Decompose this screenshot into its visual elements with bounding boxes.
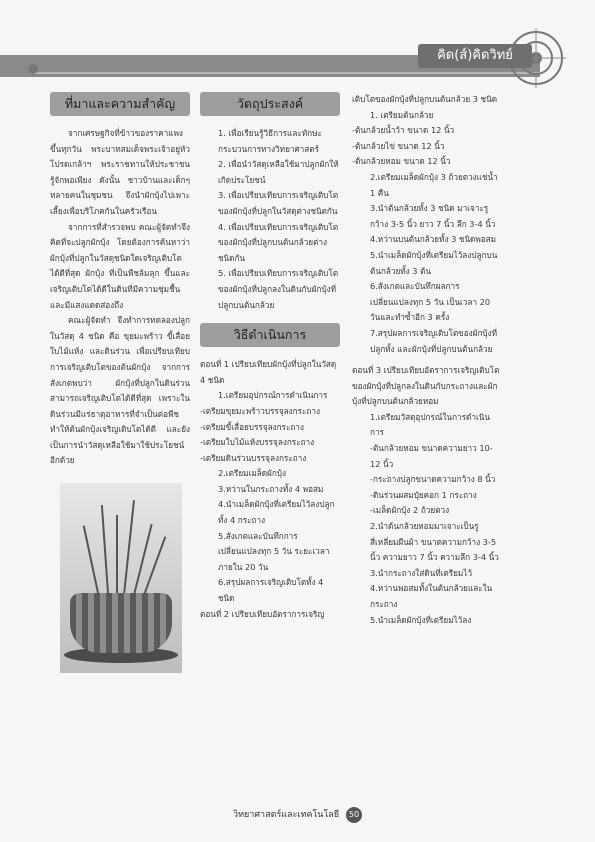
column-1 xyxy=(50,92,190,673)
column-2 xyxy=(200,92,340,622)
method-step: -เตรียมขุยมะพร้าวบรรจุลงกระถาง xyxy=(200,405,320,416)
text-line: 6.สังเกตและบันทึกผลการเปลี่ยนแปลงทุก 5 วัน เป็นเวลา 20 วันและทำซ้ำอีก 3 ครั้ง xyxy=(370,281,491,323)
text-line: 7.สรุปผลการเจริญเติบโตของผักบุ้งที่ปลูกทั้ง และผักบุ้งที่ปลูกบนต้นกล้วย xyxy=(370,327,498,354)
method-step: 5.สังเกตและบันทึกการเปลี่ยนแปลงทุก 5 วัน ระยะเวลาภายใน 20 วัน xyxy=(218,530,330,572)
text-line: -ต้นกล้วยน้ำว้า ขนาด 12 นิ้ว xyxy=(352,125,455,136)
text-line: -ต้นกล้วยหอม ขนาด 12 นิ้ว xyxy=(352,156,451,167)
text-line: 5.นำเมล็ดผักบุ้งที่เตรียมไว้ลงปลูกบนต้นกล้วยทั้ง 3 ต้น xyxy=(370,249,498,276)
method-step: 4.นำเมล็ดผักบุ้งที่เตรียมไว้ลงปลูกทั้ง 4 กระถาง xyxy=(218,499,335,526)
text-line: -เมล็ดผักบุ้ง 2 ถ้วยตวง xyxy=(370,505,450,516)
text-line: -กระถางปลูกขนาดความกว้าง 8 นิ้ว xyxy=(370,474,496,485)
paragraph: จากเศรษฐกิจที่ข้าวของราคาแพงขึ้นทุกวัน พระบาทสมเด็จพระเจ้าอยู่หัว โปรดเกล้าฯ พระราชทานให้ประชาชนรู้จักพอเพียง ดังนั้น ชาวบ้านและเด็กๆ หลายคนในชุมชน จึงนำผักบุ้งไปเพาะเลี้ยงเพื่อบริโภคกันในครัวเรือน xyxy=(50,128,190,216)
page-number: 50 xyxy=(346,807,362,823)
text-line: 5.นำเมล็ดผักบุ้งที่เตรียมไว้ลง xyxy=(370,614,472,625)
heading-objectives: วัตถุประสงค์ xyxy=(200,92,340,116)
objective-item: 3. เพื่อเปรียบเทียบการเจริญเติบโตของผักบุ้งที่ปลูกในวัสดุต่างชนิดกัน xyxy=(218,190,339,216)
text-line: ตอนที่ 3 เปรียบเทียบอัตราการเจริญเติบโตของผักบุ้งที่ปลูกลงในดินกับกระถางและผักบุ้งที่ปลูกบนต้นกล้วยหอม xyxy=(352,365,500,407)
method-step: 1.เตรียมอุปกรณ์การดำเนินการ xyxy=(218,390,328,401)
text-line: -ต้นกล้วยหอม ขนาดความยาว 10-12 นิ้ว xyxy=(370,443,493,469)
text-line: 1. เตรียมต้นกล้วย xyxy=(370,109,434,120)
method-step: ตอนที่ 1 เปรียบเทียบผักบุ้งที่ปลูกในวัสดุ 4 ชนิด xyxy=(200,359,337,385)
method-step: ตอนที่ 2 เปรียบเทียบอัตราการเจริญ xyxy=(200,608,325,619)
paragraph: จากการที่สำรวจพบ คณะผู้จัดทำจึงคิดที่จะปลูกผักบุ้ง โดยต้องการค้นหาว่าผักบุ้งที่ปลูกในวัสดุชนิดใดเจริญเติบโตได้ดีที่สุด ผักบุ้ง ที่เป็นพืชล้มลุก ขึ้นและเจริญเติบโตได้ดีในดินที่มีความชุ่มชื้นและมีแสงแดดส่องถึง xyxy=(50,221,190,310)
method-step: -เตรียมใบไม้แห้งบรรจุลงกระถาง xyxy=(200,437,315,448)
footer xyxy=(0,807,595,823)
text-line: -ดินร่วนผสมปุ๋ยคอก 1 กระถาง xyxy=(370,489,477,500)
method-step: 3.หว่านในกระถางทั้ง 4 พอสม xyxy=(218,483,324,494)
footer-title: วิทยาศาสตร์และเทคโนโลยี xyxy=(233,810,340,820)
method-step: -เตรียมดินร่วนบรรจุลงกระถาง xyxy=(200,452,307,463)
method-step: 6.สรุปผลการเจริญเติบโตทั้ง 4 ชนิด xyxy=(218,577,324,604)
header-rule xyxy=(30,72,540,74)
heading-background: ที่มาและความสำคัญ xyxy=(50,92,190,116)
paragraph: คณะผู้จัดทำ จึงทำการทดลองปลูกในวัสดุ 4 ชนิด คือ ขุยมะพร้าว ขี้เลื่อย ใบไม้แห้ง และดินร่วน เพื่อเปรียบเทียบการเจริญเติบโตของต้นผักบุ้ง จากการสังเกตพบว่า ผักบุ้งที่ปลูกในดินร่วนสามารถเจริญเติบโตได้ดีที่สุด เพราะในดินร่วนมีแร่ธาตุอาหารที่จำเป็นต่อพืช ทำให้ต้นผักบุ้งเจริญเติบโตได้ดี และยังเป็นการนำวัสดุเหลือใช้มาใช้ประโยชน์อีกด้วย xyxy=(50,315,190,466)
header-dot xyxy=(28,64,38,74)
text-line: 2.นำต้นกล้วยหอมมาเจาะเป็นรูสี่เหลี่ยมผืนผ้า ขนาดความกว้าง 3-5 นิ้ว ความยาว 7 นิ้ว ความลึก 3-4 นิ้ว xyxy=(370,521,499,563)
section-tag: คิด(ส์)คิดวิทย์ xyxy=(418,44,532,68)
text-line: 4.หว่านพอสมทั้งในต้นกล้วยและในกระถาง xyxy=(370,583,493,609)
heading-method: วิธีดำเนินการ xyxy=(200,323,340,347)
text-line: 1.เตรียมวัสดุอุปกรณ์ในการดำเนินการ xyxy=(370,411,490,438)
method-step: -เตรียมขี้เลื่อยบรรจุลงกระถาง xyxy=(200,421,304,432)
column-3 xyxy=(352,92,502,628)
objective-item: 4. เพื่อเปรียบเทียบการเจริญเติบโตของผักบุ้งที่ปลูกบนต้นกล้วยต่างชนิดกัน xyxy=(218,221,339,263)
morning-glory-pot-photo xyxy=(60,483,182,673)
text-line: 3.นำกระถางใส่ดินที่เตรียมไว้ xyxy=(370,567,473,578)
text-line: เติบโตของผักบุ้งที่ปลูกบนต้นกล้วย 3 ชนิด xyxy=(352,94,498,104)
method-step: 2.เตรียมเมล็ดผักบุ้ง xyxy=(218,468,286,479)
objective-item: 2. เพื่อนำวัสดุเหลือใช้มาปลูกผักให้เกิดประโยชน์ xyxy=(218,159,339,185)
text-line: 3.นำต้นกล้วยทั้ง 3 ชนิด มาเจาะรู กว้าง 3-5 นิ้ว ยาว 7 นิ้ว ลึก 3-4 นิ้ว xyxy=(370,203,496,229)
text-line: -ต้นกล้วยไข่ ขนาด 12 นิ้ว xyxy=(352,140,445,151)
text-line: 4.หว่านบนต้นกล้วยทั้ง 3 ชนิดพอสม xyxy=(370,234,497,245)
text-line: 2.เตรียมเมล็ดผักบุ้ง 3 ถ้วยตวงแช่น้ำ 1 คืน xyxy=(370,171,498,198)
objective-item: 5. เพื่อเปรียบเทียบการเจริญเติบโตของผักบุ้งที่ปลูกลงในดินกับผักบุ้งที่ปลูกบนต้นกล้วย xyxy=(218,268,339,310)
objective-item: 1. เพื่อเรียนรู้วิธีการและทักษะกระบวนการทางวิทยาศาสตร์ xyxy=(218,128,322,154)
